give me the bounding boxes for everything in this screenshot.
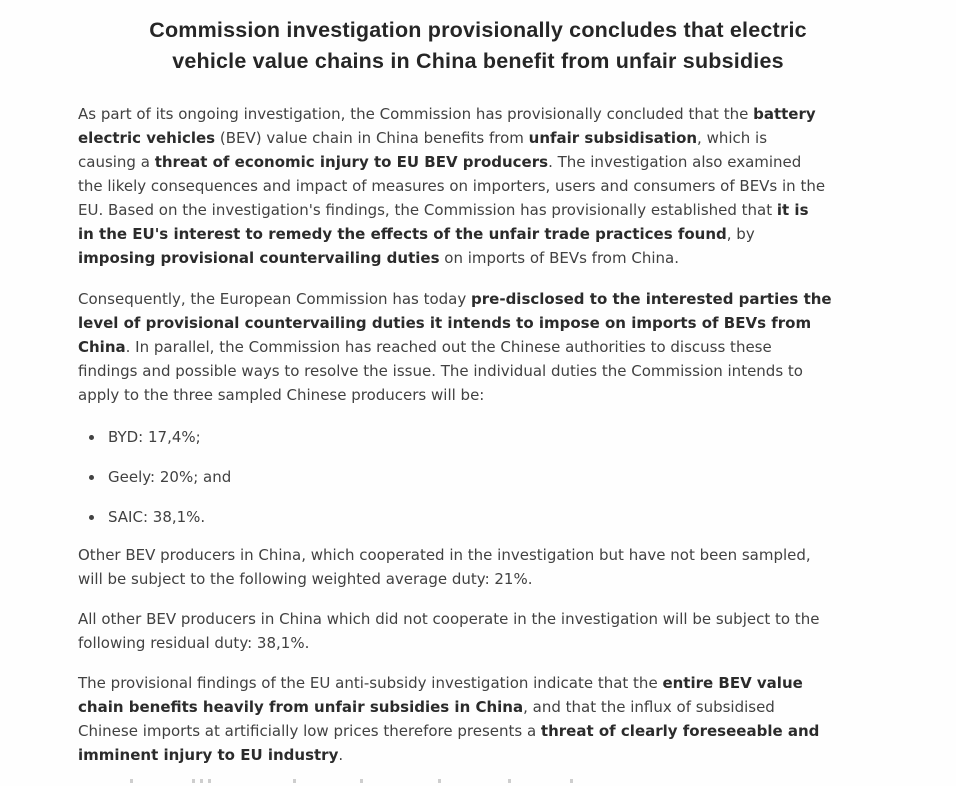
text-line: imminent injury to EU industry. xyxy=(78,746,344,764)
title-line-1: Commission investigation provisionally concludes that electric xyxy=(149,18,807,42)
text-line: imposing provisional countervailing duties on imports of BEVs from China. xyxy=(78,249,679,267)
duty-list xyxy=(78,425,878,529)
text-line: findings and possible ways to resolve the issue. The individual duties the Commission intends to xyxy=(78,362,803,380)
text-line: The provisional findings of the EU anti-subsidy investigation indicate that the entire BEV value xyxy=(78,674,803,692)
paragraph-intro xyxy=(78,102,878,270)
paragraph-non-cooperating-producers xyxy=(78,607,878,655)
article xyxy=(78,0,878,785)
text-line: the likely consequences and impact of measures on importers, users and consumers of BEVs in the xyxy=(78,177,826,195)
text-line: will be subject to the following weighted average duty: 21%. xyxy=(78,570,533,588)
text-line: following residual duty: 38,1%. xyxy=(78,634,310,652)
text-line: China. In parallel, the Commission has reached out the Chinese authorities to discuss these xyxy=(78,338,772,356)
text-line: All other BEV producers in China which did not cooperate in the investigation will be subject to the xyxy=(78,610,820,628)
text-line: EU. Based on the investigation's findings, the Commission has provisionally established that it is xyxy=(78,201,809,219)
text-line: causing a threat of economic injury to EU BEV producers. The investigation also examined xyxy=(78,153,802,171)
paragraph-cooperating-producers xyxy=(78,543,878,591)
text-line: As part of its ongoing investigation, the Commission has provisionally concluded that the battery xyxy=(78,105,816,123)
text-line: Consequently, the European Commission has today pre-disclosed to the interested parties the xyxy=(78,290,832,308)
title-line-2: vehicle value chains in China benefit from unfair subsidies xyxy=(172,49,784,73)
text-line: in the EU's interest to remedy the effects of the unfair trade practices found, by xyxy=(78,225,755,243)
text-line: apply to the three sampled Chinese producers will be: xyxy=(78,386,485,404)
paragraph-pre-disclosure xyxy=(78,287,878,407)
list-item-geely: • Geely: 20%; and xyxy=(105,465,878,489)
list-item-saic: • SAIC: 38,1%. xyxy=(105,505,878,529)
text-line: Chinese imports at artificially low prices therefore presents a threat of clearly foreseeable and xyxy=(78,722,820,740)
list-item-byd: • BYD: 17,4%; xyxy=(105,425,878,449)
text-line: level of provisional countervailing duties it intends to impose on imports of BEVs from xyxy=(78,314,812,332)
clipped-next-line xyxy=(78,778,878,785)
text-line: Other BEV producers in China, which cooperated in the investigation but have not been sampled, xyxy=(78,546,811,564)
paragraph-provisional-findings xyxy=(78,671,878,767)
page-title xyxy=(78,15,878,77)
text-line: electric vehicles (BEV) value chain in China benefits from unfair subsidisation, which is xyxy=(78,129,768,147)
text-line: chain benefits heavily from unfair subsidies in China, and that the influx of subsidised xyxy=(78,698,775,716)
